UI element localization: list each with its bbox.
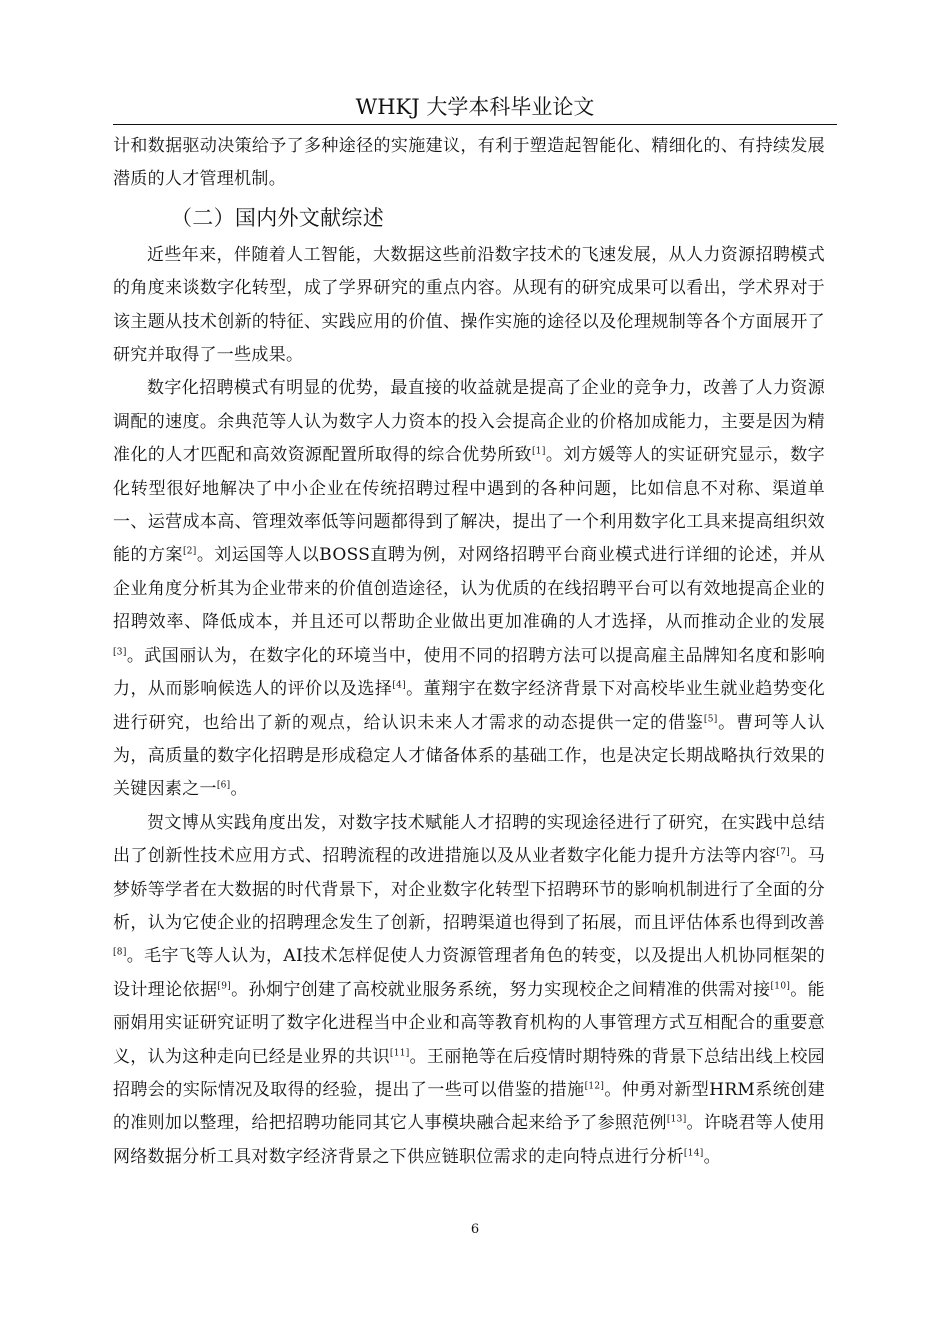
- sentence: 。孙炯宁创建了高校就业服务系统，努力实现校企之间精准的供需对接: [231, 979, 771, 1000]
- intro-continuation-paragraph: 计和数据驱动决策给予了多种途径的实施建议，有利于塑造起智能化、精细化的、有持续发展潜质的人才管理机制。: [113, 136, 825, 190]
- citation-ref: [10]: [770, 981, 791, 992]
- sentence: 。毛宇飞等人认为，AI技术怎样促使人力资源管理者角色的转变，以及提出人机协同框架的设计理论依据: [113, 946, 825, 1000]
- citation-ref: [1]: [532, 446, 546, 457]
- citation-ref: [3]: [113, 647, 127, 658]
- citation-ref: [5]: [703, 713, 718, 724]
- paragraph-1: 近些年来，伴随着人工智能，大数据这些前沿数字技术的飞速发展，从人力资源招聘模式的角度来谈数字化转型，成了学界研究的重点内容。从现有的研究成果可以看出，学术界对于该主题从技术创新的特征、实践应用的价值、操作实施的途径以及伦理规制等各个方面展开了研究并取得了一些成果。: [113, 244, 825, 366]
- citation-ref: [2]: [182, 546, 197, 557]
- paragraph-2: [113, 372, 825, 806]
- citation-ref: [14]: [683, 1148, 704, 1159]
- paragraph-3: [113, 807, 825, 1174]
- sentence: 。能丽娟用实证研究证明了数字化进程当中企业和高等教育机构的人事管理方式互相配合的重要意义，认为这种走向已经是业界的共识: [113, 979, 825, 1067]
- citation-ref: [8]: [113, 947, 127, 958]
- page-number: 6: [470, 1222, 480, 1237]
- sentence: 数字化招聘模式有明显的优势，最直接的收益就是提高了企业的竞争力，改善了人力资源调配的速度。余典范等人认为数字人力资本的投入会提高企业的价格加成能力，主要是因为精准化的人才匹配和高效资源配置所取得的综合优势所致: [113, 378, 825, 466]
- citation-ref: [6]: [216, 780, 231, 791]
- header-rule: [113, 124, 837, 125]
- sentence: 。董翔宇在数字经济背景下对高校毕业生就业趋势变化进行研究，也给出了新的观点，给认识未来人才需求的动态提供一定的借鉴: [113, 679, 825, 733]
- sentence: 。刘方媛等人的实证研究显示，数字化转型很好地解决了中小企业在传统招聘过程中遇到的各种问题，比如信息不对称、渠道单一、运营成本高、管理效率低等问题都得到了解决，提出了一个利用数字化工具来提高组织效能的方案: [113, 445, 825, 566]
- sentence: 贺文博从实践角度出发，对数字技术赋能人才招聘的实现途径进行了研究，在实践中总结出了创新性技术应用方式、招聘流程的改进措施以及从业者数字化能力提升方法等内容: [113, 812, 825, 867]
- sentence: 。马梦娇等学者在大数据的时代背景下，对企业数字化转型下招聘环节的影响机制进行了全面的分析，认为它使企业的招聘理念发生了创新，招聘渠道也得到了拓展，而且评估体系也得到改善: [113, 846, 825, 933]
- sentence: 。许晓君等人使用网络数据分析工具对数字经济背景之下供应链职位需求的走向特点进行分析: [113, 1113, 825, 1167]
- section-title: （二）国内外文献综述: [171, 205, 384, 230]
- sentence: 。王丽艳等在后疫情时期特殊的背景下总结出线上校园招聘会的实际情况及取得的经验，提出了一些可以借鉴的措施: [113, 1046, 825, 1100]
- sentence: 。: [230, 779, 248, 800]
- sentence: 。曹珂等人认为，高质量的数字化招聘是形成稳定人才储备体系的基础工作，也是决定长期战略执行效果的关键因素之一: [113, 712, 825, 800]
- citation-ref: [4]: [392, 680, 406, 691]
- citation-ref: [7]: [776, 847, 791, 858]
- citation-ref: [9]: [217, 981, 232, 992]
- sentence: 。刘运国等人以BOSS直聘为例，对网络招聘平台商业模式进行详细的论述，并从企业角度分析其为企业带来的价值创造途径，认为优质的在线招聘平台可以有效地提高企业的招聘效率、降低成本，并且还可以帮助企业做出更加准确的人才选择，从而推动企业的发展: [113, 545, 825, 633]
- sentence: 。仲勇对新型HRM系统创建的准则加以整理，给把招聘功能同其它人事模块融合起来给予了参照范例: [113, 1079, 825, 1134]
- citation-ref: [12]: [584, 1081, 605, 1092]
- citation-ref: [11]: [389, 1047, 410, 1058]
- citation-ref: [13]: [666, 1114, 687, 1125]
- sentence: 。: [703, 1146, 721, 1167]
- page-body: [113, 130, 825, 1174]
- running-header: WHKJ 大学本科毕业论文: [355, 95, 595, 119]
- sentence: 。武国丽认为，在数字化的环境当中，使用不同的招聘方法可以提高雇主品牌知名度和影响力，从而影响候选人的评价以及选择: [113, 645, 825, 700]
